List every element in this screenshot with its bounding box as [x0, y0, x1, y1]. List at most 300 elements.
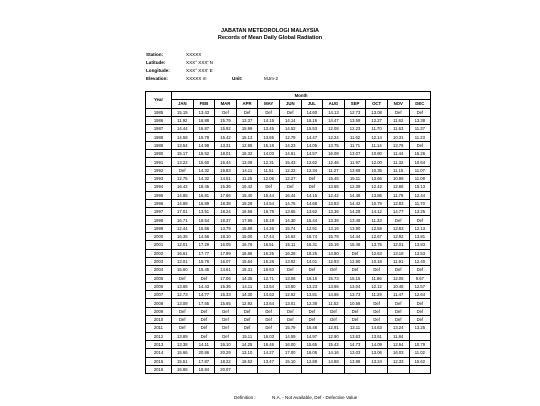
- month-header-oct: OCT: [366, 100, 388, 109]
- value-cell: 18.24: [215, 208, 237, 216]
- value-cell: 12.73: [344, 108, 366, 116]
- value-cell: 13.81: [301, 291, 323, 299]
- value-cell: 12.83: [387, 199, 409, 207]
- value-cell: Def: [323, 307, 345, 315]
- value-cell: 14.11: [193, 340, 215, 348]
- value-cell: 17.55: [193, 299, 215, 307]
- value-cell: 12.75: [172, 174, 194, 182]
- value-cell: 10.31: [387, 133, 409, 141]
- value-cell: Def: [215, 108, 237, 116]
- value-cell: Def: [193, 332, 215, 340]
- year-cell: 1987: [146, 125, 172, 133]
- value-cell: [409, 332, 431, 340]
- year-cell: 1993: [146, 174, 172, 182]
- value-cell: 11.84: [387, 332, 409, 340]
- value-cell: 16.03: [387, 349, 409, 357]
- value-cell: 18.45: [193, 183, 215, 191]
- value-cell: 18.84: [193, 365, 215, 373]
- value-cell: 12.46: [323, 158, 345, 166]
- value-cell: 16.15: [301, 274, 323, 282]
- table-body: [146, 108, 431, 374]
- value-cell: 15.40: [236, 191, 258, 199]
- value-cell: 13.66: [172, 282, 194, 290]
- value-cell: 12.73: [172, 291, 194, 299]
- value-cell: 13.83: [409, 241, 431, 249]
- value-cell: 16.03: [258, 332, 280, 340]
- year-header: Year: [146, 92, 172, 109]
- value-cell: 18.37: [215, 216, 237, 224]
- year-cell: 1985: [146, 108, 172, 116]
- value-cell: 16.76: [236, 241, 258, 249]
- longitude-line: [146, 68, 213, 74]
- value-cell: 15.99: [236, 125, 258, 133]
- value-cell: 15.51: [172, 357, 194, 365]
- unit-value: MJm-2: [264, 76, 279, 81]
- value-cell: 13.76: [387, 141, 409, 149]
- year-cell: 1998: [146, 216, 172, 224]
- month-names-row: [146, 100, 431, 109]
- value-cell: 11.62: [387, 116, 409, 124]
- value-cell: Def: [279, 183, 301, 191]
- value-cell: 9.67: [409, 274, 431, 282]
- value-cell: 13.45: [258, 125, 280, 133]
- radiation-table: [145, 91, 431, 374]
- value-cell: 12.27: [366, 116, 388, 124]
- value-cell: 14.47: [301, 133, 323, 141]
- value-cell: 17.06: [215, 274, 237, 282]
- value-cell: 13.66: [366, 174, 388, 182]
- value-cell: 16.63: [258, 266, 280, 274]
- value-cell: 14.26: [258, 224, 280, 232]
- elevation-value: XXXXX m: [186, 76, 207, 81]
- year-cell: 1997: [146, 208, 172, 216]
- value-cell: 14.14: [279, 116, 301, 124]
- value-cell: 13.04: [344, 282, 366, 290]
- value-cell: 13.07: [344, 150, 366, 158]
- value-cell: 15.64: [236, 257, 258, 265]
- value-cell: 13.81: [409, 233, 431, 241]
- value-cell: 13.48: [344, 216, 366, 224]
- value-cell: 13.36: [323, 208, 345, 216]
- value-cell: 13.18: [387, 249, 409, 257]
- value-cell: 16.46: [258, 340, 280, 348]
- value-cell: 15.15: [172, 108, 194, 116]
- value-cell: Def: [279, 316, 301, 324]
- value-cell: [387, 365, 409, 373]
- value-cell: Def: [301, 266, 323, 274]
- value-cell: 15.19: [258, 216, 280, 224]
- value-cell: 14.28: [344, 208, 366, 216]
- value-cell: 13.86: [366, 191, 388, 199]
- value-cell: 12.42: [323, 191, 345, 199]
- year-cell: 1991: [146, 158, 172, 166]
- value-cell: 13.31: [215, 141, 237, 149]
- value-cell: 14.77: [387, 208, 409, 216]
- value-cell: 16.07: [215, 257, 237, 265]
- value-cell: Def: [193, 324, 215, 332]
- value-cell: 13.65: [279, 208, 301, 216]
- year-cell: 1988: [146, 133, 172, 141]
- value-cell: 13.08: [366, 108, 388, 116]
- month-header-dec: DEC: [409, 100, 431, 109]
- value-cell: 11.15: [387, 166, 409, 174]
- value-cell: Def: [366, 307, 388, 315]
- month-header-feb: FEB: [193, 100, 215, 109]
- value-cell: 15.60: [172, 266, 194, 274]
- month-header-aug: AUG: [323, 100, 345, 109]
- value-cell: 15.43: [279, 158, 301, 166]
- value-cell: [301, 365, 323, 373]
- value-cell: 16.35: [172, 233, 194, 241]
- table-row: [146, 249, 431, 257]
- table-row: [146, 116, 431, 124]
- value-cell: Def: [409, 108, 431, 116]
- value-cell: 16.83: [215, 166, 237, 174]
- value-cell: 20.86: [193, 349, 215, 357]
- value-cell: 16.87: [193, 125, 215, 133]
- value-cell: 12.08: [323, 125, 345, 133]
- year-cell: 2007: [146, 291, 172, 299]
- table-row: [146, 133, 431, 141]
- value-cell: Def: [301, 174, 323, 182]
- year-cell: 2009: [146, 307, 172, 315]
- value-cell: 12.66: [387, 183, 409, 191]
- value-cell: 10.35: [366, 166, 388, 174]
- value-cell: 16.25: [258, 249, 280, 257]
- value-cell: 11.02: [409, 349, 431, 357]
- value-cell: 12.33: [387, 357, 409, 365]
- value-cell: 13.38: [409, 116, 431, 124]
- value-cell: 12.01: [172, 241, 194, 249]
- value-cell: 16.00: [279, 340, 301, 348]
- value-cell: 16.28: [279, 249, 301, 257]
- value-cell: 13.62: [301, 208, 323, 216]
- value-cell: 15.79: [323, 233, 345, 241]
- value-cell: 16.16: [301, 116, 323, 124]
- value-cell: 14.01: [301, 257, 323, 265]
- value-cell: 11.32: [387, 158, 409, 166]
- value-cell: Def: [258, 108, 280, 116]
- value-cell: Def: [215, 307, 237, 315]
- value-cell: 15.74: [279, 224, 301, 232]
- year-cell: 2015: [146, 357, 172, 365]
- value-cell: 11.27: [323, 166, 345, 174]
- table-row: [146, 125, 431, 133]
- value-cell: 16.31: [301, 241, 323, 249]
- year-cell: 2012: [146, 332, 172, 340]
- year-cell: 2010: [146, 316, 172, 324]
- value-cell: 11.71: [344, 141, 366, 149]
- value-cell: 10.48: [387, 282, 409, 290]
- value-cell: Def: [366, 266, 388, 274]
- value-cell: 12.59: [366, 224, 388, 232]
- value-cell: 13.54: [172, 141, 194, 149]
- value-cell: 16.61: [172, 249, 194, 257]
- value-cell: Def: [172, 307, 194, 315]
- year-cell: 1996: [146, 199, 172, 207]
- value-cell: 12.64: [409, 291, 431, 299]
- value-cell: 12.01: [387, 241, 409, 249]
- value-cell: 14.30: [236, 291, 258, 299]
- value-cell: 15.65: [215, 299, 237, 307]
- table-header-row: [146, 92, 431, 100]
- value-cell: 11.33: [366, 216, 388, 224]
- value-cell: Def: [387, 316, 409, 324]
- value-cell: Def: [387, 216, 409, 224]
- value-cell: Def: [409, 266, 431, 274]
- month-header-jun: JUN: [279, 100, 301, 109]
- value-cell: 15.88: [236, 224, 258, 232]
- value-cell: Def: [301, 316, 323, 324]
- year-cell: 2016: [146, 365, 172, 373]
- value-cell: 16.86: [236, 249, 258, 257]
- value-cell: 11.70: [409, 199, 431, 207]
- value-cell: 15.52: [193, 150, 215, 158]
- value-cell: 15.16: [323, 241, 345, 249]
- value-cell: 11.37: [409, 125, 431, 133]
- value-cell: 14.42: [344, 199, 366, 207]
- value-cell: Def: [279, 108, 301, 116]
- value-cell: 15.11: [236, 332, 258, 340]
- value-cell: 14.48: [344, 191, 366, 199]
- value-cell: 16.71: [172, 216, 194, 224]
- value-cell: 14.88: [172, 199, 194, 207]
- value-cell: 11.70: [366, 125, 388, 133]
- table-row: [146, 216, 431, 224]
- value-cell: 13.75: [323, 141, 345, 149]
- value-cell: 13.79: [215, 224, 237, 232]
- value-cell: 13.65: [258, 133, 280, 141]
- year-cell: 1994: [146, 183, 172, 191]
- value-cell: 16.44: [215, 158, 237, 166]
- value-cell: 12.27: [279, 174, 301, 182]
- value-cell: 15.17: [172, 150, 194, 158]
- value-cell: 12.95: [236, 141, 258, 149]
- value-cell: Def: [387, 108, 409, 116]
- table-row: [146, 282, 431, 290]
- value-cell: 10.18: [366, 257, 388, 265]
- value-cell: 14.44: [172, 125, 194, 133]
- value-cell: 16.44: [279, 191, 301, 199]
- value-cell: 14.27: [258, 349, 280, 357]
- table-row: [146, 224, 431, 232]
- value-cell: 14.03: [258, 150, 280, 158]
- value-cell: 13.03: [344, 349, 366, 357]
- value-cell: 16.86: [172, 365, 194, 373]
- value-cell: 13.73: [344, 291, 366, 299]
- value-cell: Def: [344, 316, 366, 324]
- value-cell: 16.08: [323, 150, 345, 158]
- value-cell: 15.56: [193, 224, 215, 232]
- value-cell: 20.29: [215, 349, 237, 357]
- table-row: [146, 191, 431, 199]
- value-cell: 11.23: [409, 133, 431, 141]
- value-cell: 12.91: [301, 224, 323, 232]
- value-cell: 16.56: [236, 208, 258, 216]
- value-cell: Def: [409, 307, 431, 315]
- value-cell: 16.06: [301, 349, 323, 357]
- value-cell: 18.38: [215, 199, 237, 207]
- value-cell: 11.86: [366, 274, 388, 282]
- value-cell: 14.80: [323, 249, 345, 257]
- value-cell: 13.65: [323, 183, 345, 191]
- year-cell: 2005: [146, 274, 172, 282]
- value-cell: Def: [258, 307, 280, 315]
- value-cell: Def: [172, 324, 194, 332]
- document-title: JABATAN METEOROLOGI MALAYSIA: [221, 28, 319, 34]
- value-cell: 18.01: [215, 150, 237, 158]
- value-cell: Def: [409, 141, 431, 149]
- value-cell: Def: [258, 324, 280, 332]
- value-cell: 15.60: [193, 158, 215, 166]
- value-cell: 11.08: [409, 174, 431, 182]
- value-cell: 13.38: [172, 340, 194, 348]
- value-cell: 17.77: [193, 249, 215, 257]
- value-cell: 12.90: [344, 257, 366, 265]
- value-cell: 12.67: [366, 233, 388, 241]
- value-cell: 18.22: [215, 357, 237, 365]
- value-cell: 12.38: [301, 299, 323, 307]
- value-cell: 14.60: [301, 108, 323, 116]
- value-cell: 14.68: [301, 199, 323, 207]
- table-row: [146, 199, 431, 207]
- value-cell: 14.57: [301, 150, 323, 158]
- value-cell: 14.35: [236, 274, 258, 282]
- value-cell: 14.61: [279, 150, 301, 158]
- value-cell: 15.15: [344, 274, 366, 282]
- value-cell: 17.01: [172, 208, 194, 216]
- value-cell: 13.37: [236, 116, 258, 124]
- value-cell: 11.52: [323, 299, 345, 307]
- value-cell: Def: [236, 307, 258, 315]
- value-cell: 12.06: [258, 174, 280, 182]
- station-value: XXXXX: [186, 52, 202, 57]
- station-line: [146, 52, 201, 58]
- value-cell: 15.79: [279, 324, 301, 332]
- value-cell: Def: [236, 108, 258, 116]
- table-row: [146, 274, 431, 282]
- value-cell: 12.24: [323, 133, 345, 141]
- table-row: [146, 266, 431, 274]
- value-cell: 12.39: [344, 183, 366, 191]
- value-cell: 15.11: [279, 241, 301, 249]
- value-cell: 14.63: [366, 324, 388, 332]
- table-row: [146, 183, 431, 191]
- value-cell: 13.59: [344, 116, 366, 124]
- value-cell: 11.79: [387, 191, 409, 199]
- value-cell: 12.88: [301, 357, 323, 365]
- value-cell: Def: [172, 316, 194, 324]
- value-cell: Def: [193, 274, 215, 282]
- table-row: [146, 324, 431, 332]
- value-cell: 15.13: [409, 183, 431, 191]
- table-row: [146, 208, 431, 216]
- station-label: Station:: [146, 52, 164, 57]
- value-cell: 12.92: [279, 291, 301, 299]
- table-row: [146, 158, 431, 166]
- value-cell: 14.23: [279, 141, 301, 149]
- value-cell: 13.47: [258, 357, 280, 365]
- document-subtitle: Records of Mean Daily Global Radiation: [217, 35, 323, 41]
- value-cell: 13.08: [172, 299, 194, 307]
- value-cell: 16.05: [215, 241, 237, 249]
- value-cell: 10.58: [344, 299, 366, 307]
- value-cell: 14.66: [323, 291, 345, 299]
- month-header-jul: JUL: [301, 100, 323, 109]
- value-cell: 12.92: [387, 233, 409, 241]
- value-cell: 16.78: [258, 208, 280, 216]
- value-cell: 17.95: [236, 216, 258, 224]
- value-cell: 14.77: [193, 291, 215, 299]
- latitude-value: XXX° XXX' N: [186, 60, 213, 65]
- table-row: [146, 299, 431, 307]
- value-cell: 17.66: [215, 191, 237, 199]
- value-cell: Def: [172, 166, 194, 174]
- value-cell: 15.45: [193, 266, 215, 274]
- value-cell: 14.32: [193, 166, 215, 174]
- value-cell: 14.62: [279, 233, 301, 241]
- value-cell: 16.33: [215, 291, 237, 299]
- value-cell: 15.65: [301, 340, 323, 348]
- table-row: [146, 291, 431, 299]
- value-cell: 12.31: [258, 158, 280, 166]
- value-cell: 15.45: [323, 174, 345, 182]
- value-cell: 17.44: [258, 233, 280, 241]
- value-cell: 16.10: [215, 340, 237, 348]
- value-cell: 13.75: [366, 241, 388, 249]
- table-row: [146, 141, 431, 149]
- value-cell: 16.51: [258, 241, 280, 249]
- month-header-apr: APR: [236, 100, 258, 109]
- value-cell: 14.16: [323, 349, 345, 357]
- elevation-line: [146, 76, 206, 82]
- value-cell: 13.64: [258, 299, 280, 307]
- value-cell: [409, 365, 431, 373]
- year-cell: 2002: [146, 249, 172, 257]
- value-cell: 16.42: [172, 183, 194, 191]
- value-cell: 16.81: [193, 191, 215, 199]
- value-cell: 12.44: [409, 191, 431, 199]
- value-cell: 16.88: [193, 116, 215, 124]
- definition-label: Definition :: [234, 395, 256, 400]
- longitude-value: XXX° XXX' E: [186, 68, 213, 73]
- value-cell: Def: [344, 249, 366, 257]
- value-cell: 14.30: [279, 216, 301, 224]
- value-cell: 14.56: [193, 233, 215, 241]
- value-cell: 15.66: [172, 349, 194, 357]
- value-cell: 12.90: [323, 332, 345, 340]
- elevation-label: Elevation:: [146, 76, 168, 81]
- value-cell: 11.07: [409, 166, 431, 174]
- value-cell: 15.79: [215, 116, 237, 124]
- value-cell: 12.13: [409, 224, 431, 232]
- value-cell: 14.97: [301, 332, 323, 340]
- table-row: [146, 241, 431, 249]
- value-cell: 11.91: [387, 257, 409, 265]
- value-cell: 12.42: [366, 183, 388, 191]
- value-cell: 14.11: [236, 166, 258, 174]
- value-cell: Def: [193, 307, 215, 315]
- value-cell: 16.25: [301, 249, 323, 257]
- value-cell: 13.51: [193, 208, 215, 216]
- value-cell: 12.05: [387, 274, 409, 282]
- value-cell: Def: [279, 307, 301, 315]
- year-cell: 1995: [146, 191, 172, 199]
- value-cell: 15.42: [323, 340, 345, 348]
- value-cell: 12.91: [323, 324, 345, 332]
- value-cell: 16.42: [236, 183, 258, 191]
- value-cell: 11.25: [236, 174, 258, 182]
